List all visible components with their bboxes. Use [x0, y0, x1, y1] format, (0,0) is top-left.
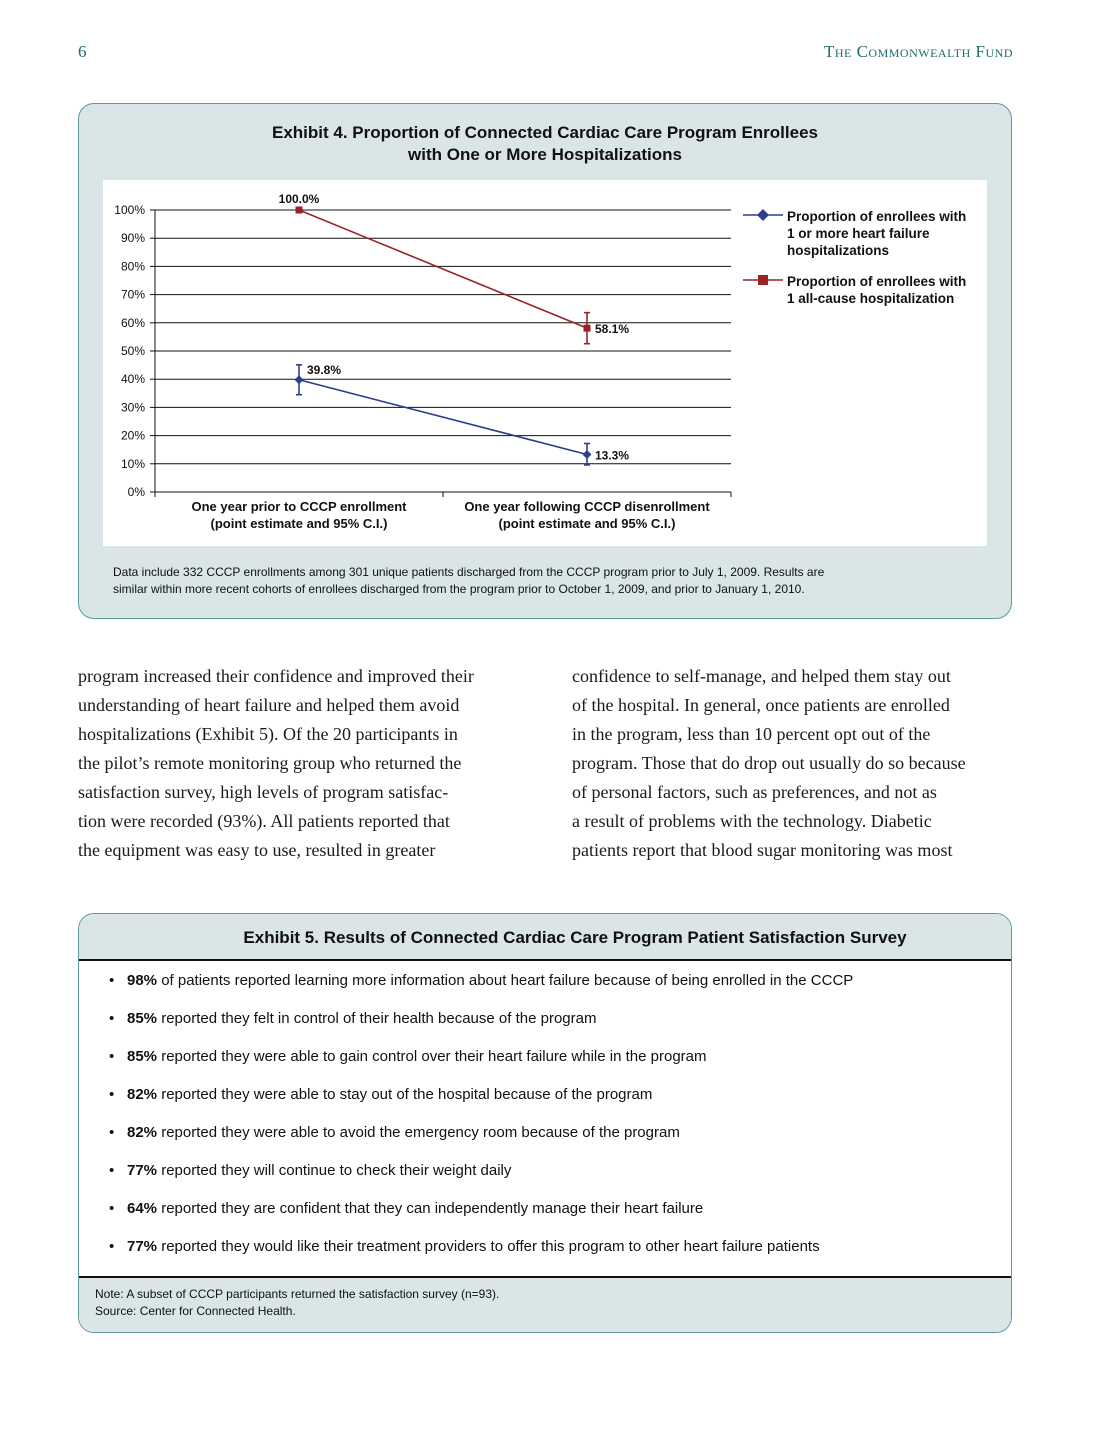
bullet-icon: •: [109, 1124, 115, 1141]
body-text-right-column: [572, 662, 1022, 865]
result-text: reported they were able to avoid the emergency room because of the program: [157, 1124, 680, 1141]
legend-item-heart-failure: [743, 208, 993, 259]
list-item: [109, 1238, 991, 1276]
list-item: [109, 1010, 991, 1048]
y-tick-label: 70%: [120, 287, 145, 302]
body-line: tion were recorded (93%). All patients reported that: [78, 811, 450, 831]
data-point-diamond: [583, 450, 592, 459]
data-label: 100.0%: [278, 192, 320, 206]
y-tick-label: 80%: [120, 259, 145, 274]
result-text: reported they felt in control of their health because of the program: [157, 1010, 597, 1027]
bullet-icon: •: [109, 1162, 115, 1179]
data-point-square: [584, 325, 591, 332]
body-line: patients report that blood sugar monitoring was most: [572, 840, 953, 860]
body-line: understanding of heart failure and helped them avoid: [78, 695, 460, 715]
bullet-icon: •: [109, 1200, 115, 1217]
result-text: reported they will continue to check their weight daily: [157, 1162, 512, 1179]
bullet-icon: •: [109, 1048, 115, 1065]
body-line: a result of problems with the technology. Diabetic: [572, 811, 932, 831]
series-line: [299, 210, 587, 328]
legend-label-all-cause-line-2: 1 all-cause hospitalization: [787, 291, 955, 306]
y-tick-label: 100%: [114, 203, 145, 217]
result-text: reported they were able to gain control over their heart failure while in the program: [157, 1048, 707, 1065]
body-line: program. Those that do drop out usually do so because: [572, 753, 966, 773]
exhibit-4-panel: [78, 103, 1012, 619]
bullet-icon: •: [109, 1010, 115, 1027]
y-tick-label: 40%: [120, 372, 145, 387]
list-item: [109, 1200, 991, 1238]
exhibit-5-panel: [78, 913, 1012, 1333]
y-tick-label: 50%: [120, 344, 145, 358]
legend-label-heart-failure-line-2: 1 or more heart failure: [787, 226, 930, 241]
legend-label-heart-failure-line-3: hospitalizations: [787, 243, 890, 258]
exhibit-5-header: [79, 914, 1011, 961]
x-tick-label: (point estimate and 95% C.I.): [498, 516, 676, 531]
result-percent: 64%: [127, 1200, 158, 1217]
list-item: [109, 972, 991, 1010]
exhibit-5-notes: [95, 1286, 499, 1320]
exhibit-4-title: [79, 122, 1011, 166]
body-line: program increased their confidence and improved their: [78, 666, 474, 686]
data-label: 13.3%: [595, 448, 630, 463]
result-percent: 82%: [127, 1086, 158, 1103]
result-text: of patients reported learning more information about heart failure because of being enrolled in the CCCP: [157, 972, 854, 989]
list-item: [109, 1086, 991, 1124]
result-percent: 82%: [127, 1124, 158, 1141]
result-percent: 77%: [127, 1162, 158, 1179]
series-line: [299, 380, 587, 455]
page-number: 6: [78, 42, 87, 61]
y-tick-label: 20%: [120, 428, 145, 443]
result-text: reported they are confident that they can independently manage their heart failure: [157, 1200, 704, 1217]
survey-results-list: [109, 972, 991, 1276]
y-tick-label: 30%: [120, 400, 145, 415]
list-item: [109, 1124, 991, 1162]
exhibit-4-note-line-1: Data include 332 CCCP enrollments among 301 unique patients discharged from the CCCP program prior to July 1, 2009. Results are: [113, 565, 825, 579]
legend-label-heart-failure-line-1: Proportion of enrollees with: [787, 209, 967, 224]
legend-item-all-cause: [743, 273, 993, 307]
legend-label-all-cause-line-1: Proportion of enrollees with: [787, 274, 967, 289]
body-line: confidence to self-manage, and helped them stay out: [572, 666, 951, 686]
bullet-icon: •: [109, 972, 115, 989]
chart-legend: [743, 208, 993, 321]
x-tick-label: One year prior to CCCP enrollment: [191, 499, 407, 514]
data-point-diamond: [295, 375, 304, 384]
exhibit-4-title-line-2: with One or More Hospitalizations: [408, 145, 682, 164]
exhibit-4-note: [113, 564, 873, 598]
exhibit-5-title: Exhibit 5. Results of Connected Cardiac Care Program Patient Satisfaction Survey: [243, 928, 907, 947]
list-item: [109, 1162, 991, 1200]
result-percent: 85%: [127, 1010, 158, 1027]
y-tick-label: 90%: [120, 231, 145, 246]
result-percent: 77%: [127, 1238, 158, 1255]
result-percent: 98%: [127, 972, 158, 989]
body-line: hospitalizations (Exhibit 5). Of the 20 participants in: [78, 724, 458, 744]
body-line: the equipment was easy to use, resulted in greater: [78, 840, 436, 860]
body-line: the pilot’s remote monitoring group who returned the: [78, 753, 462, 773]
result-text: reported they were able to stay out of the hospital because of the program: [157, 1086, 653, 1103]
bullet-icon: •: [109, 1238, 115, 1255]
exhibit-5-source: Source: Center for Connected Health.: [95, 1304, 296, 1318]
exhibit-4-title-line-1: Exhibit 4. Proportion of Connected Cardiac Care Program Enrollees: [271, 123, 818, 142]
data-point-square: [296, 207, 303, 214]
x-tick-label: (point estimate and 95% C.I.): [210, 516, 388, 531]
body-line: satisfaction survey, high levels of program satisfac-: [78, 782, 449, 802]
running-head: The Commonwealth Fund: [823, 42, 1013, 61]
legend-diamond-marker-icon: [743, 208, 783, 222]
chart-area: [103, 180, 987, 546]
list-item: [109, 1048, 991, 1086]
body-line: of the hospital. In general, once patients are enrolled: [572, 695, 950, 715]
bullet-icon: •: [109, 1086, 115, 1103]
body-line: of personal factors, such as preferences, and not as: [572, 782, 937, 802]
result-percent: 85%: [127, 1048, 158, 1065]
x-tick-label: One year following CCCP disenrollment: [464, 499, 710, 514]
exhibit-5-note: Note: A subset of CCCP participants returned the satisfaction survey (n=93).: [95, 1287, 500, 1301]
exhibit-5-footer: [79, 1276, 1011, 1332]
legend-square-marker-icon: [743, 273, 783, 287]
y-tick-label: 60%: [120, 315, 145, 330]
y-tick-label: 0%: [127, 485, 145, 499]
body-line: in the program, less than 10 percent opt out of the: [572, 724, 931, 744]
result-text: reported they would like their treatment providers to offer this program to other heart failure patients: [157, 1238, 820, 1255]
body-text-left-column: [78, 662, 528, 865]
data-label: 39.8%: [307, 362, 342, 377]
y-tick-label: 10%: [120, 456, 145, 471]
data-label: 58.1%: [595, 322, 630, 337]
exhibit-4-note-line-2: similar within more recent cohorts of enrollees discharged from the program prior to October 1, 2009, and prior to January 1, 2010.: [113, 582, 805, 596]
